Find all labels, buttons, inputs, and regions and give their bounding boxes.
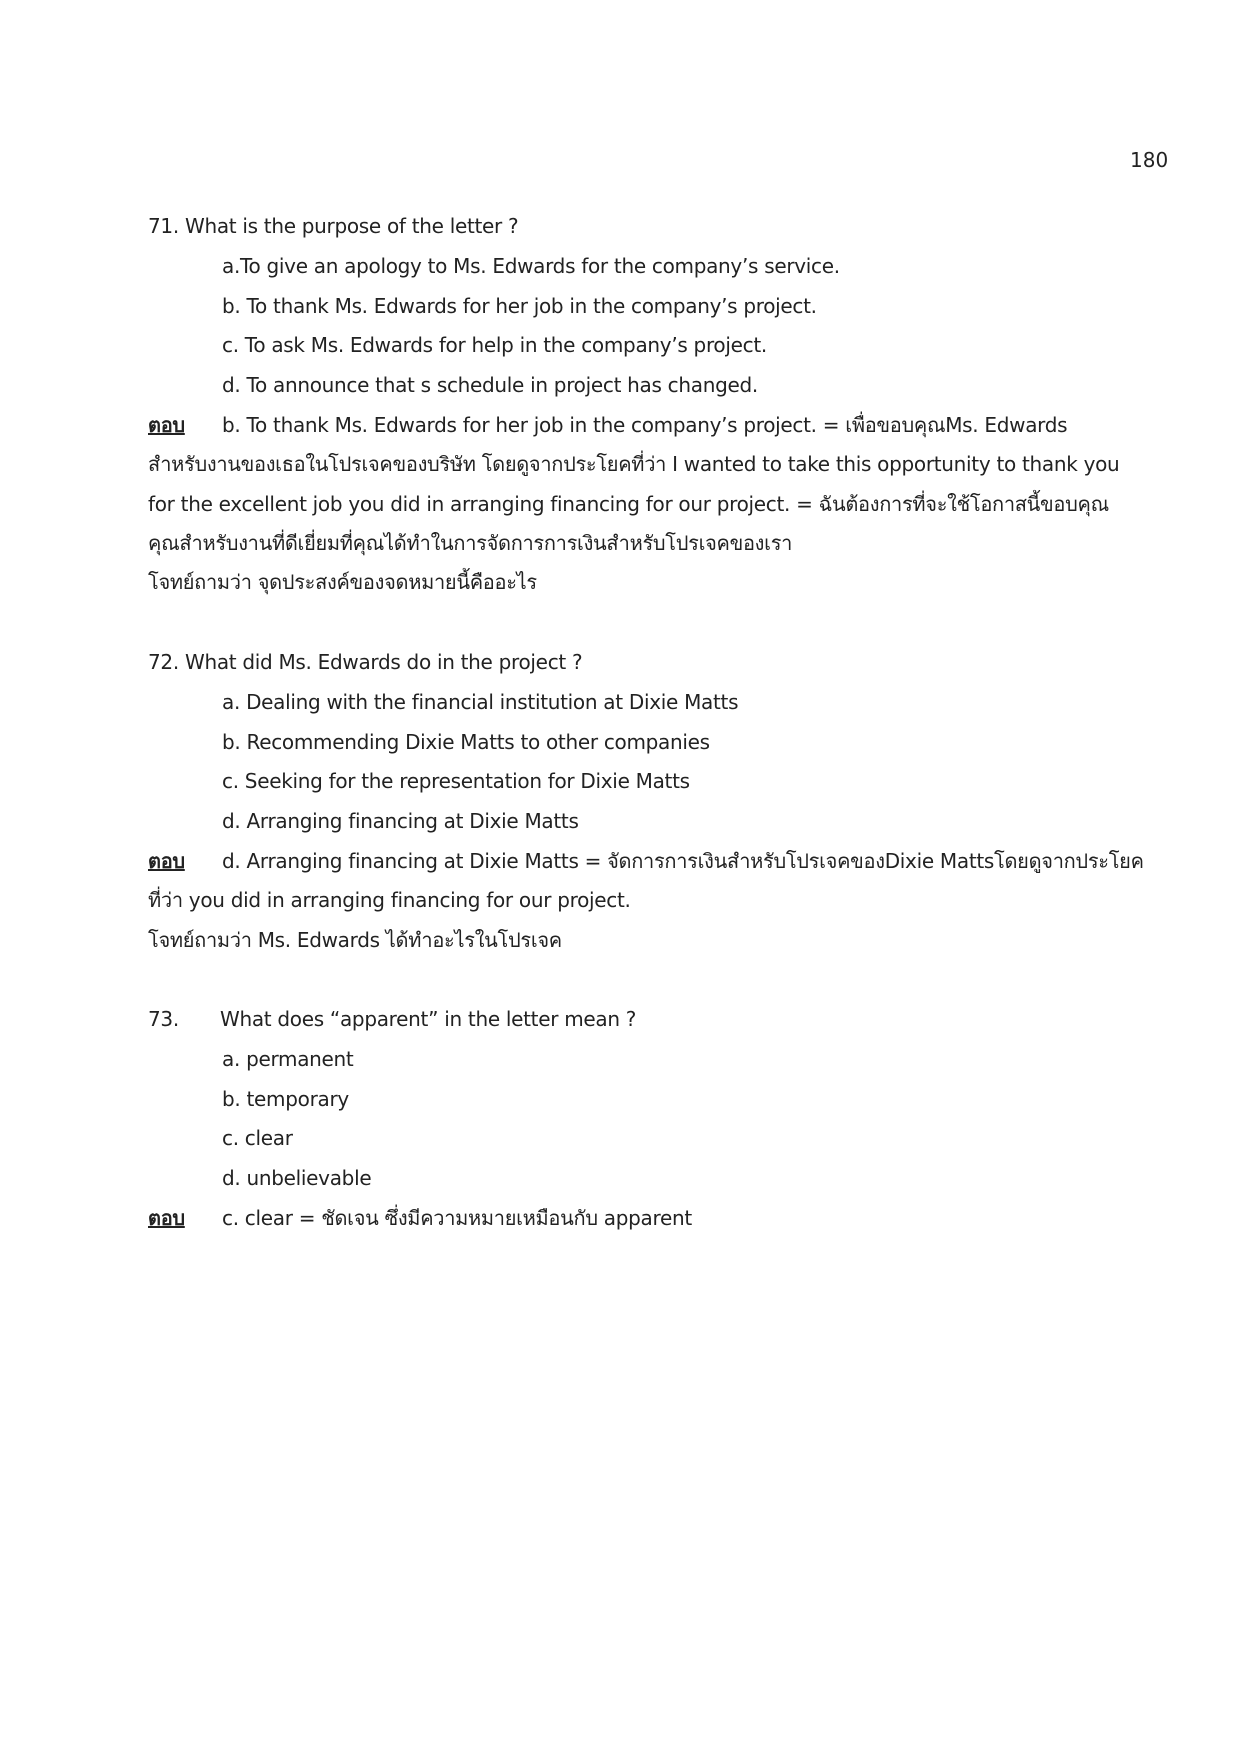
answer-line (148, 1204, 692, 1232)
option-d: d. Arranging financing at Dixie Matts (222, 809, 579, 833)
option-c: c. To ask Ms. Edwards for help in the company’s project. (222, 333, 767, 357)
answer-text: c. clear = ชัดเจน ซึ่งมีความหมายเหมือนกับ apparent (222, 1206, 692, 1230)
option-c: c. Seeking for the representation for Dixie Matts (222, 769, 690, 793)
option-b: b. temporary (222, 1087, 349, 1111)
question-translation: โจทย์ถามว่า จุดประสงค์ของจดหมายนี้คืออะไร (148, 570, 537, 594)
question-text: 72. What did Ms. Edwards do in the project ? (148, 650, 583, 674)
answer-explanation: ที่ว่า you did in arranging financing for our project. (148, 888, 631, 912)
question-translation: โจทย์ถามว่า Ms. Edwards ได้ทำอะไรในโปรเจค (148, 928, 562, 952)
question-text: What does “apparent” in the letter mean ? (220, 1007, 637, 1031)
answer-label: ตอบ (148, 413, 185, 437)
question-line (148, 1005, 636, 1033)
answer-explanation: คุณสำหรับงานที่ดีเยี่ยมที่คุณได้ทำในการจัดการการเงินสำหรับโปรเจคของเรา (148, 531, 793, 555)
answer-explanation: for the excellent job you did in arranging financing for our project. = ฉันต้องการที่จะใช้โอกาสนี้ขอบคุณ (148, 492, 1109, 516)
option-a: a.To give an apology to Ms. Edwards for the company’s service. (222, 254, 840, 278)
answer-text: d. Arranging financing at Dixie Matts = จัดการการเงินสำหรับโปรเจคของDixie Mattsโดยดูจากประโยค (222, 849, 1144, 873)
answer-line (148, 411, 1067, 439)
answer-label: ตอบ (148, 849, 185, 873)
question-text: 71. What is the purpose of the letter ? (148, 214, 519, 238)
option-a: a. Dealing with the financial institution at Dixie Matts (222, 690, 739, 714)
option-b: b. Recommending Dixie Matts to other companies (222, 730, 710, 754)
answer-text: b. To thank Ms. Edwards for her job in the company’s project. = เพื่อขอบคุณMs. Edwards (222, 413, 1068, 437)
option-d: d. unbelievable (222, 1166, 372, 1190)
option-a: a. permanent (222, 1047, 354, 1071)
option-b: b. To thank Ms. Edwards for her job in the company’s project. (222, 294, 817, 318)
page-number: 180 (1130, 148, 1169, 172)
answer-line (148, 847, 1144, 875)
question-number: 73. (148, 1007, 179, 1031)
answer-label: ตอบ (148, 1206, 185, 1230)
option-c: c. clear (222, 1126, 293, 1150)
option-d: d. To announce that s schedule in project has changed. (222, 373, 758, 397)
answer-explanation: สำหรับงานของเธอในโปรเจคของบริษัท โดยดูจากประโยคที่ว่า I wanted to take this opportunity to thank you (148, 452, 1120, 476)
